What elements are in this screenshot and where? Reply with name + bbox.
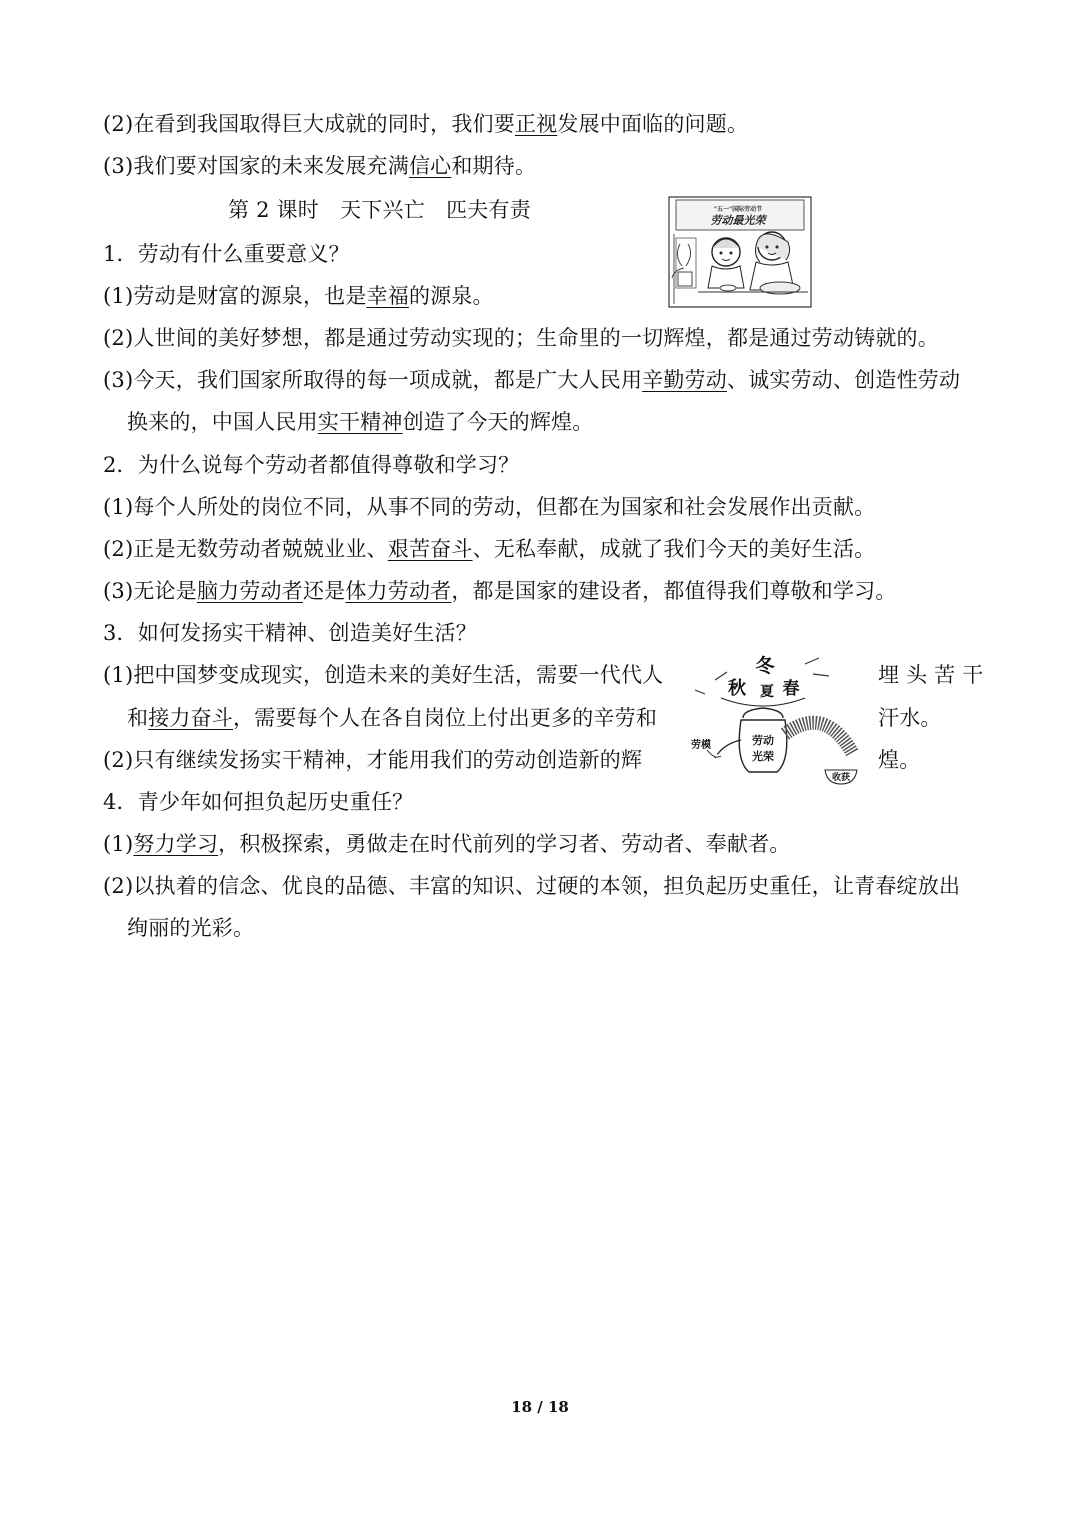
- q2-heading: 2．为什么说每个劳动者都值得尊敬和学习？: [103, 453, 520, 477]
- underlined-keyword: 艰苦奋斗: [387, 537, 473, 561]
- text-segment: 和期待。: [451, 154, 537, 178]
- q2-answer-2: [103, 535, 875, 563]
- text-segment: 和: [127, 706, 149, 730]
- q4-heading: 4．青少年如何担负起历史重任？: [103, 790, 414, 814]
- pot-label-line2: 光荣: [752, 750, 774, 763]
- q4-answer-1: [103, 830, 791, 858]
- q3-answer-1-right: 埋 头 苦 干: [878, 663, 984, 687]
- page-number: 18 / 18: [511, 1398, 569, 1416]
- q4-answer-2-continued: 绚丽的光彩。: [127, 916, 255, 940]
- text-segment: 、无私奉献，成就了我们今天的美好生活。: [472, 537, 876, 561]
- text-segment: (2)在看到我国取得巨大成就的同时，我们要: [103, 112, 515, 136]
- text-segment: ，需要每个人在各自岗位上付出更多的辛劳和: [233, 706, 658, 730]
- char-summer: 夏: [760, 684, 774, 700]
- text-segment: (2)正是无数劳动者兢兢业业、: [103, 537, 388, 561]
- text-segment: 还是: [302, 579, 346, 603]
- text-segment: (3)我们要对国家的未来发展充满: [103, 154, 409, 178]
- pot-label-line1: 劳动: [752, 734, 774, 747]
- text-segment: 发展中面临的问题。: [557, 112, 749, 136]
- q3-answer-1-continued: [127, 704, 657, 732]
- underlined-keyword: 辛勤劳动: [642, 368, 727, 392]
- banner-small-text: "五一"国际劳动节: [713, 206, 763, 213]
- banner-large-text: 劳动最光荣: [710, 214, 766, 227]
- text-segment: ，都是国家的建设者，都值得我们尊敬和学习。: [451, 579, 897, 603]
- underlined-keyword: 幸福: [366, 284, 409, 308]
- prev-answer-2: [103, 110, 748, 138]
- q4-answer-2: (2)以执着的信念、优良的品德、丰富的知识、过硬的本领，担负起历史重任，让青春绽放出: [103, 874, 961, 898]
- lesson-title: 第 2 课时 天下兴亡 匹夫有责: [228, 198, 531, 222]
- bowl-label: 收获: [831, 773, 851, 783]
- text-segment: (1): [103, 832, 134, 856]
- harvest-cartoon-illustration: [685, 650, 860, 790]
- text-segment: 的源泉。: [408, 284, 494, 308]
- char-spring: 春: [782, 679, 800, 699]
- q1-heading: 1．劳动有什么重要意义？: [103, 242, 350, 266]
- char-autumn: 秋: [728, 678, 746, 699]
- underlined-keyword: 实干精神: [317, 410, 403, 434]
- q2-answer-1: (1)每个人所处的岗位不同，从事不同的劳动，但都在为国家和社会发展作出贡献。: [103, 495, 876, 519]
- text-segment: 、诚实劳动、创造性劳动: [726, 368, 961, 392]
- q2-answer-3: [103, 577, 897, 605]
- text-segment: (3)无论是: [103, 579, 197, 603]
- underlined-keyword: 正视: [514, 112, 558, 136]
- underlined-keyword: 努力学习: [133, 832, 219, 856]
- q3-heading: 3．如何发扬实干精神、创造美好生活？: [103, 621, 477, 645]
- text-segment: 创造了今天的辉煌。: [402, 410, 594, 434]
- q1-answer-1: [103, 282, 494, 310]
- underlined-keyword: 信心: [408, 154, 452, 178]
- labor-day-illustration: [668, 196, 812, 308]
- q1-answer-2: (2)人世间的美好梦想，都是通过劳动实现的；生命里的一切辉煌，都是通过劳动铸就的。: [103, 326, 939, 350]
- underlined-keyword: 体力劳动者: [345, 579, 452, 603]
- underlined-keyword: 脑力劳动者: [196, 579, 303, 603]
- q3-answer-2-left: (2)只有继续发扬实干精神，才能用我们的劳动创造新的辉: [103, 748, 643, 772]
- left-label: 劳模: [691, 740, 711, 751]
- text-segment: ，积极探索，勇做走在时代前列的学习者、劳动者、奉献者。: [218, 832, 791, 856]
- q1-answer-3-continued: [127, 408, 593, 436]
- q3-answer-2-right: 煌。: [878, 748, 921, 772]
- underlined-keyword: 接力奋斗: [148, 706, 234, 730]
- text-segment: (1)劳动是财富的源泉，也是: [103, 284, 367, 308]
- q1-answer-3: [103, 366, 960, 394]
- text-segment: (3)今天，我们国家所取得的每一项成就，都是广大人民用: [103, 368, 643, 392]
- text-segment: 换来的，中国人民用: [127, 410, 318, 434]
- q3-answer-1-left: (1)把中国梦变成现实，创造未来的美好生活，需要一代代人: [103, 663, 664, 687]
- char-winter: 冬: [755, 655, 775, 677]
- q3-answer-1-continued-right: 汗水。: [878, 706, 942, 730]
- prev-answer-3: [103, 152, 536, 180]
